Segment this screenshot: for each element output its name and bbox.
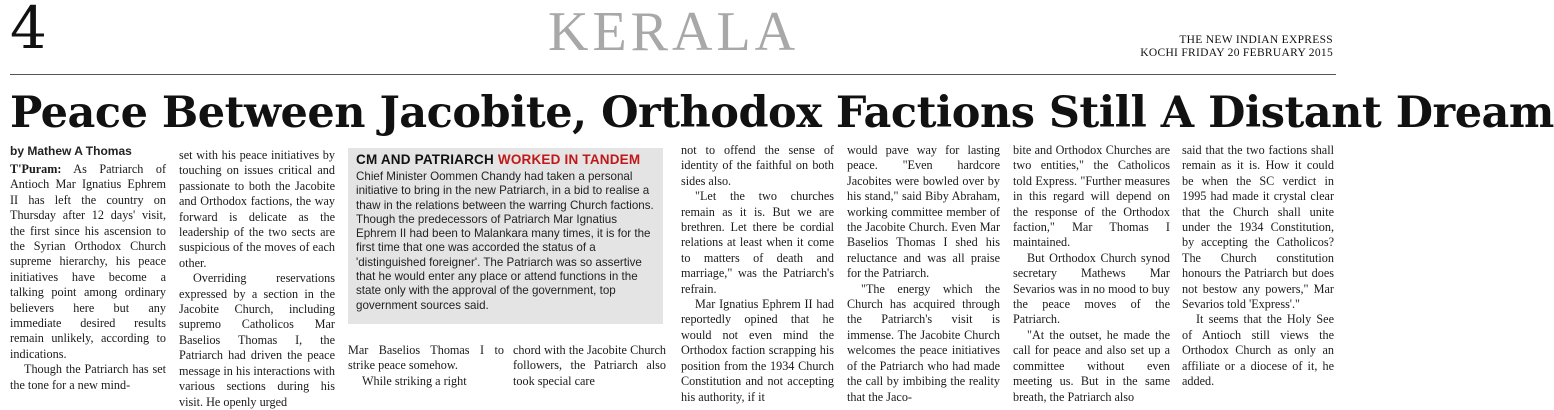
edition-date: KOCHI FRIDAY 20 FEBRUARY 2015 <box>1140 47 1333 59</box>
paragraph: Overriding reservations expressed by a section in the Jacobite Church, including supremo Catholicos Mar Baselios Thomas I, the Patriarch had driven the peace message in his interactions with various sections during his visit. He openly urged <box>179 271 335 409</box>
sidebar-box <box>348 148 663 324</box>
paragraph: "The energy which the Church has acquired through the Patriarch's visit is immense. The Jacobite Church welcomes the peace initiatives of the Patriarch who had made the call by imbibing the reality that the Jaco- <box>847 281 1000 404</box>
paragraph: "At the outset, he made the call for peace and also set up a committee without even meeting us. But in the same breath, the Patriarch also <box>1013 327 1170 404</box>
newspaper-name: THE NEW INDIAN EXPRESS <box>1179 34 1333 46</box>
paragraph: bite and Orthodox Churches are two entities," the Catholicos told Express. "Further measures in this regard will depend on the response of the Orthodox faction," Mar Thomas I maintained. <box>1013 143 1170 250</box>
section-title: KERALA <box>548 1 800 63</box>
sidebar-body: Chief Minister Oommen Chandy had taken a personal initiative to bring in the new Patriarch, in a bid to realise a thaw in the relations between the warring Church factions. Though the predecessors of Patriarch Mar Ignatius Ephrem II had been to Malankara many times, it is for the first time that one was accorded the status of a 'distinguished foreigner'. The Patriarch was so assertive that he would enter any place or attend functions in the state only with the approval of the government, top government sources said. <box>356 170 654 312</box>
sidebar-title <box>356 152 655 168</box>
article-column-5 <box>681 143 834 405</box>
paragraph: Mar Baselios Thomas I to strike peace somehow. <box>348 343 504 373</box>
paragraph-text: As Patriarch of Antioch Mar Ignatius Ephrem II has left the country on Thursday after 12 days' visit, the first since his ascension to the Syrian Orthodox Church supreme hierarchy, his peace initiatives have become a talking point among ordinary believers here but any immediate desired results remain unlikely, according to indications. <box>10 162 166 361</box>
paragraph: said that the two factions shall remain as it is. How it could be when the SC verdict in 1995 had made it crystal clear that the Church shall unite under the 1934 Constitution, by accepting the Catholicos? The Church constitution honours the Patriarch but does not bestow any powers," Mar Sevarios told 'Express'." <box>1182 143 1334 312</box>
paragraph: not to offend the sense of identity of the faithful on both sides also. <box>681 143 834 188</box>
article-column-8 <box>1182 143 1334 390</box>
headline: Peace Between Jacobite, Orthodox Factions Still A Distant Dream <box>10 88 1554 138</box>
byline: by Mathew A Thomas <box>10 144 132 158</box>
paragraph: It seems that the Holy See of Antioch still views the Orthodox Church as only an affiliate or a diocese of it, he added. <box>1182 312 1334 389</box>
article-column-1 <box>10 162 166 393</box>
article-column-6 <box>847 143 1000 405</box>
article-column-4 <box>513 343 666 389</box>
paragraph: set with his peace initiatives by touching on issues critical and passionate to both the Jacobite and Orthodox factions, the way forward is delicate as the leadership of the two sects are suspicious of the moves of each other. <box>179 148 335 270</box>
paragraph: Though the Patriarch has set the tone for a new mind- <box>10 362 166 392</box>
masthead <box>1140 34 1333 60</box>
header-rule <box>10 74 1336 75</box>
paragraph: chord with the Jacobite Church followers, the Patriarch also took special care <box>513 343 666 388</box>
article-column-2 <box>179 148 335 410</box>
article-column-3 <box>348 343 504 389</box>
paragraph <box>10 162 166 362</box>
article-column-7 <box>1013 143 1170 405</box>
paragraph: Mar Ignatius Ephrem II had reportedly opined that he would not even mind the Orthodox faction scrapping his position from the 1934 Church Constitution and not accepting his authority, if it <box>681 297 834 404</box>
dateline: T'Puram: <box>10 162 62 176</box>
paragraph: While striking a right <box>362 373 467 388</box>
paragraph: "Let the two churches remain as it is. But we are brethren. Let there be cordial relations at least when it come to matters of death and marriage," was the Patriarch's refrain. <box>681 189 834 296</box>
sidebar-title-red: WORKED IN TANDEM <box>497 152 641 167</box>
sidebar-title-black: CM AND PATRIARCH <box>356 152 498 167</box>
page-number: 4 <box>10 0 47 62</box>
paragraph: would pave way for lasting peace. "Even hardcore Jacobites were bowled over by his stand," said Biby Abraham, working committee member of the Jacobite Church. Even Mar Baselios Thomas I shed his reluctance and was all praise for the Patriarch. <box>847 143 1000 281</box>
paragraph: But Orthodox Church synod secretary Mathews Mar Sevarios was in no mood to buy the peace moves of the Patriarch. <box>1013 250 1170 327</box>
